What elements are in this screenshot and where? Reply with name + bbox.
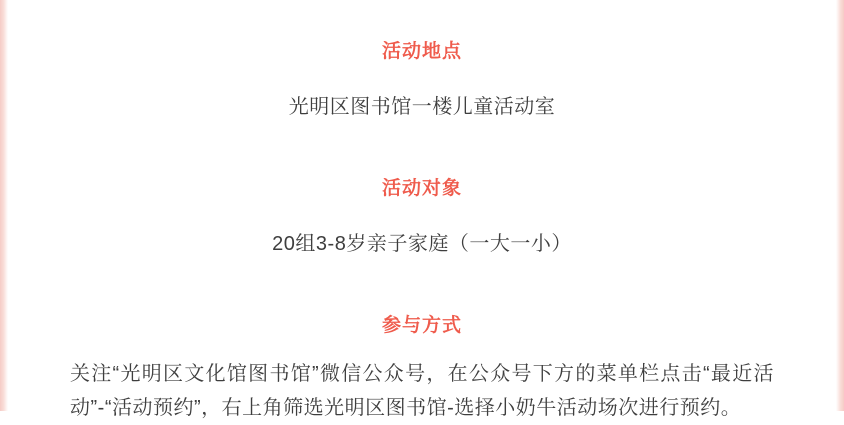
section-activity-location xyxy=(70,36,774,119)
section-title-activity-location: 活动地点 xyxy=(381,41,462,62)
section-title-participation-method: 参与方式 xyxy=(381,315,462,336)
section-activity-audience xyxy=(70,173,774,256)
section-body-activity-location: 光明区图书馆一楼儿童活动室 xyxy=(288,96,556,118)
decorative-right-border xyxy=(836,0,844,411)
section-body-participation-method: 关注“光明区文化馆图书馆”微信公众号，在公众号下方的菜单栏点击“最近活动”-“活动预约”，右上角筛选光明区图书馆-选择小奶牛活动场次进行预约。 xyxy=(70,363,774,419)
section-body-activity-audience: 20组3-8岁亲子家庭（一大一小） xyxy=(272,233,572,255)
section-title-activity-audience: 活动对象 xyxy=(381,178,462,199)
section-participation-method xyxy=(70,310,774,425)
document-content xyxy=(8,0,836,419)
decorative-left-border xyxy=(0,0,8,411)
